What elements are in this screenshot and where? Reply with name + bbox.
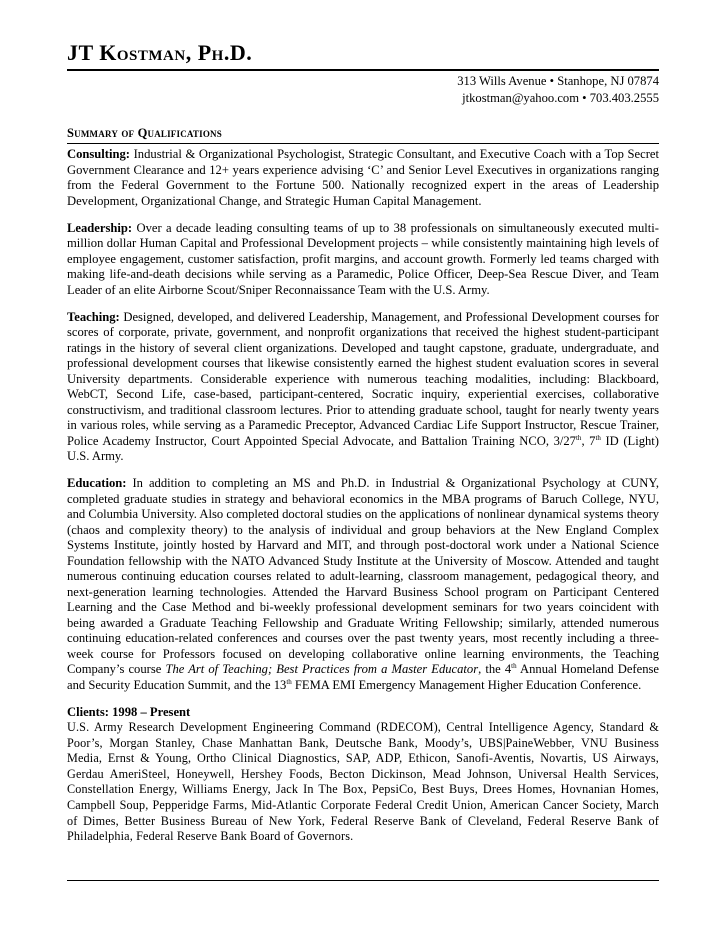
leadership-label: Leadership: xyxy=(67,220,133,235)
header-divider xyxy=(67,69,659,71)
education-text: In addition to completing an MS and Ph.D. in Industrial & Organizational Psychology at CUNY, completed graduate studies in strategy and behavioral economics in the MBA programs of Baruch College, NYU, and Columbia University. Also completed doctoral studies on the applications of nonlinear dynamical systems theory (chaos and complexity theory) to the analysis of individual and group behaviors at the New England Complex Systems Institute, jointly hosted by Harvard and MIT, and through post-doctoral work under a National Science Foundation fellowship with the NATO Advanced Study Institute at the University of Moscow. Attended and taught numerous continuing education courses related to adult-learning, classroom management, pedagogical theory, and next-generation learning technologies. Attended the Harvard Business School program on Participant Centered Learning and the Case Method and bi-weekly professional development seminars for two years coincident with being awarded a Graduate Teaching Fellowship and Graduate Writing Fellowship; similarly, attended numerous continuing education-related conferences and courses over the past twenty years, most recently including a three-week course for Professors focused on developing collaborative online learning environments, the Teaching Company’s course xyxy=(67,476,659,676)
teaching-label: Teaching: xyxy=(67,309,120,324)
teaching-sup-2: th xyxy=(595,433,601,442)
section-title-summary: Summary of Qualifications xyxy=(67,126,222,140)
leadership-text: Over a decade leading consulting teams of up to 38 professionals on simultaneously executed multi-million dollar Human Capital and Professional Development projects – while consistently maintaining high levels of employee engagement, customer satisfaction, profit margins, and account growth. Formerly led teams charged with making life-and-death decisions while serving as a Paramedic, Police Officer, Deep-Sea Rescue Diver, and Team Leader of an elite Airborne Scout/Sniper Reconnaissance Team with the U.S. Army. xyxy=(67,220,659,297)
teaching-text-mid: , 7 xyxy=(581,433,596,448)
teaching-paragraph xyxy=(67,310,659,465)
teaching-sup-1: th xyxy=(575,433,582,442)
education-text-end: FEMA EMI Emergency Management Higher Education Conference. xyxy=(291,677,642,692)
education-paragraph xyxy=(67,476,659,693)
footer-divider xyxy=(67,880,659,881)
clients-heading: Clients: 1998 – Present xyxy=(67,704,191,719)
resume-page xyxy=(67,40,659,845)
education-sup-2: th xyxy=(286,677,292,686)
education-text-mid: Annual Homeland Defense and Security Education Summit, and the 13 xyxy=(67,662,659,692)
education-sup-1: th xyxy=(511,662,517,670)
consulting-label: Consulting: xyxy=(67,147,130,161)
section-divider xyxy=(67,143,659,144)
leadership-paragraph xyxy=(67,221,659,299)
consulting-text: Industrial & Organizational Psychologist, Strategic Consultant, and Executive Coach with a Top Secret Government Clearance and 12+ years experience advising ‘C’ and Senior Level Executives in organizations ranging from the Federal Government to the Fortune 500. Nationally recognized expert in the areas of Leadership Development, Organizational Change, and Strategic Human Capital Management. xyxy=(67,147,659,208)
email-phone-line: jtkostman@yahoo.com • 703.403.2555 xyxy=(462,91,659,105)
teaching-text: Designed, developed, and delivered Leadership, Management, and Professional Development courses for scores of corporate, private, government, and nonprofit organizations that received the highest student-participant ratings in the history of several client organizations. Developed and taught capstone, graduate, undergraduate, and professional development courses that likewise consistently earned the highest student evaluation scores in several University departments. Considerable experience with numerous teaching modalities, including: Blackboard, WebCT, Second Life, case-based, participant-centered, Socratic inquiry, experiential exercises, collaborative constructivism, and traditional classroom lectures. Prior to attending graduate school, taught for nearly twenty years in various roles, while serving as a Paramedic Preceptor, Advanced Cardiac Life Support Instructor, Rescue Trainer, Police Academy Instructor, Court Appointed Special Advocate, and Battalion Training NCO, 3/27 xyxy=(67,309,659,448)
education-label: Education: xyxy=(67,476,127,490)
teaching-text-end: ID (Light) U.S. Army. xyxy=(67,433,659,463)
clients-list: U.S. Army Research Development Engineering Command (RDECOM), Central Intelligence Agency, Standard & Poor’s, Morgan Stanley, Chase Manhattan Bank, Deutsche Bank, Moody’s, UBS|PaineWebber, VNU Business Media, Ernst & Young, Ortho Clinical Diagnostics, SAP, ADP, Ethicon, Sanofi-Aventis, Novartis, US Airways, Gerdau AmeriSteel, Honeywell, Hershey Foods, Becton Dickinson, Mead Johnson, Universal Health Services, Constellation Energy, Williams Energy, Jack In The Box, PepsiCo, Best Buys, Drees Homes, Hovnanian Homes, Campbell Soup, Pepperidge Farms, Mid-Atlantic Corporate Federal Credit Union, American Cancer Society, March of Dimes, Better Business Bureau of New York, Federal Reserve Bank of Cleveland, Federal Reserve Bank of Philadelphia, Federal Reserve Bank Board of Governors. xyxy=(67,720,659,844)
consulting-paragraph xyxy=(67,147,659,209)
contact-block xyxy=(67,73,659,107)
course-title: The Art of Teaching; Best Practices from a Master Educator xyxy=(165,662,479,676)
candidate-name: JT Kostman, Ph.D. xyxy=(67,40,253,65)
education-text-after-italic: , the 4 xyxy=(478,662,512,676)
address-line: 313 Wills Avenue • Stanhope, NJ 07874 xyxy=(457,74,659,88)
